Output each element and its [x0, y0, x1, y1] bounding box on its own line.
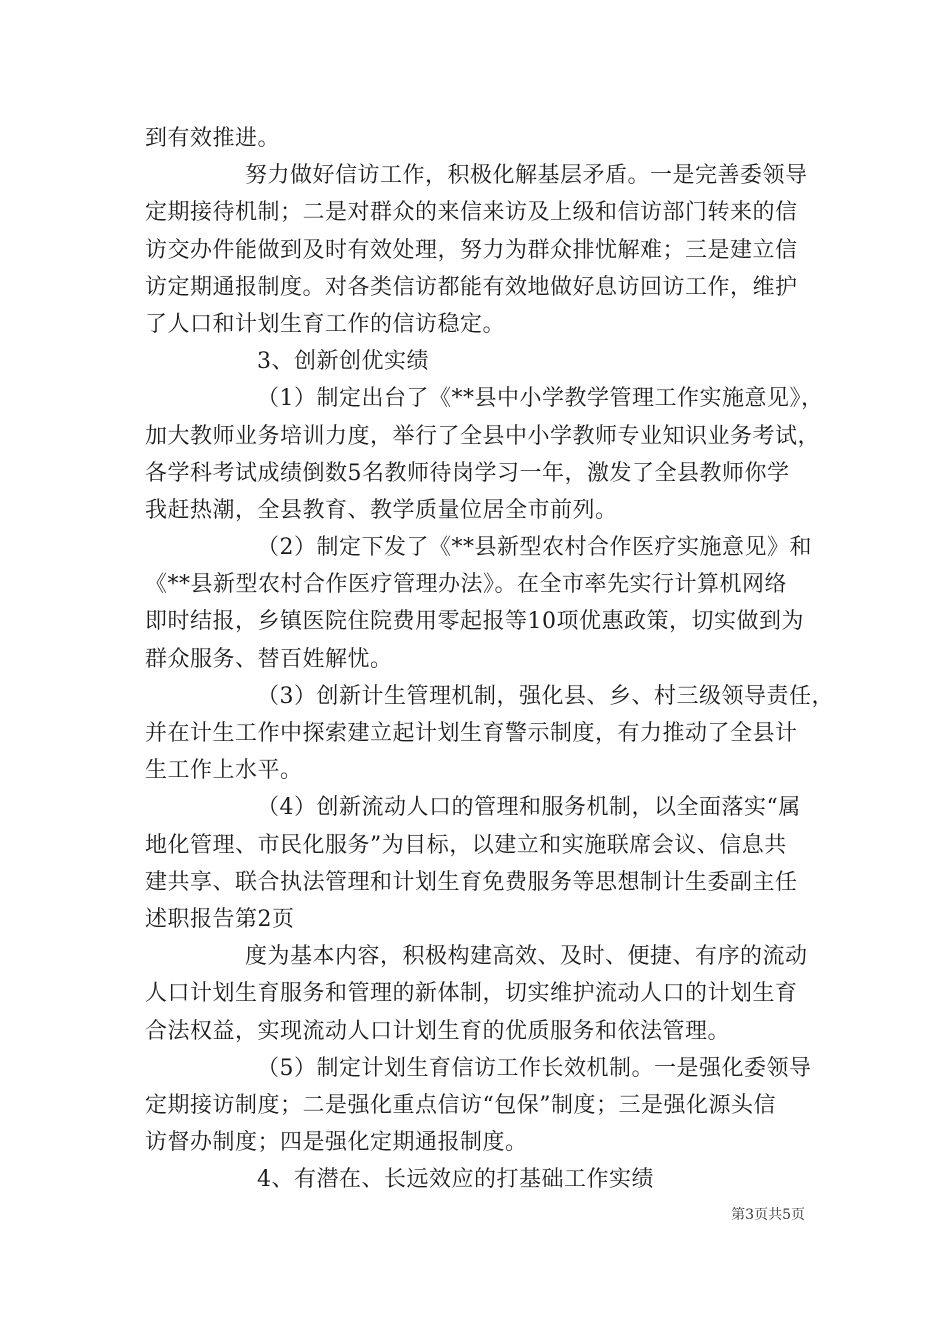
page-footer: 第3页共5页 — [731, 1207, 805, 1223]
text-line: 建共享、联合执法管理和计划生育免费服务等思想制计生委副主任 — [145, 869, 798, 895]
text-line: 加大教师业务培训力度，举行了全县中小学教师专业知识业务考试， — [145, 423, 821, 449]
text-line: 各学科考试成绩倒数5名教师待岗学习一年，激发了全县教师你学 — [145, 460, 790, 486]
text-line: 《**县新型农村合作医疗管理办法》。在全市率先实行计算机网络 — [145, 572, 788, 598]
text-line: 3、创新创优实绩 — [257, 349, 429, 375]
text-line: 访定期通报制度。对各类信访都能有效地做好息访回访工作，维护 — [145, 274, 798, 300]
text-line: 4、有潜在、长远效应的打基础工作实绩 — [257, 1167, 654, 1193]
text-line: （4）创新流动人口的管理和服务机制，以全面落实“属 — [257, 795, 801, 821]
text-line: 努力做好信访工作，积极化解基层矛盾。一是完善委领导 — [245, 163, 808, 189]
text-line: 并在计生工作中探索建立起计划生育警示制度，有力推动了全县计 — [145, 721, 798, 746]
text-line: 访督办制度；四是强化定期通报制度。 — [145, 1130, 528, 1156]
document-body — [145, 120, 834, 1198]
text-line: （5）制定计划生育信访工作长效机制。一是强化委领导 — [257, 1055, 812, 1081]
text-line: （2）制定下发了《**县新型农村合作医疗实施意见》和 — [257, 535, 812, 561]
text-line: 群众服务、替百姓解忧。 — [145, 646, 393, 672]
text-line: 定期接访制度；二是强化重点信访“包保”制度；三是强化源头信 — [145, 1092, 776, 1118]
text-line: （3）创新计生管理机制，强化县、乡、村三级领导责任， — [257, 683, 834, 709]
text-line: 我赶热潮，全县教育、教学质量位居全市前列。 — [145, 497, 618, 523]
text-line: 合法权益，实现流动人口计划生育的优质服务和依法管理。 — [145, 1018, 731, 1044]
text-line: 地化管理、市民化服务”为目标，以建立和实施联席会议、信息共 — [145, 832, 787, 858]
text-line: 到有效推进。 — [145, 126, 281, 151]
text-line: 生工作上水平。 — [145, 758, 303, 784]
text-line: （1）制定出台了《**县中小学教学管理工作实施意见》， — [257, 386, 824, 412]
text-line: 定期接待机制；二是对群众的来信来访及上级和信访部门转来的信 — [145, 200, 798, 226]
text-line: 述职报告第2页 — [145, 906, 295, 932]
text-line: 了人口和计划生育工作的信访稳定。 — [145, 311, 506, 337]
text-line: 即时结报，乡镇医院住院费用零起报等10项优惠政策，切实做到为 — [145, 609, 804, 635]
text-line: 度为基本内容，积极构建高效、及时、便捷、有序的流动 — [245, 944, 808, 970]
text-line: 人口计划生育服务和管理的新体制，切实维护流动人口的计划生育 — [145, 981, 798, 1007]
text-line: 访交办件能做到及时有效处理，努力为群众排忧解难；三是建立信 — [145, 237, 798, 263]
